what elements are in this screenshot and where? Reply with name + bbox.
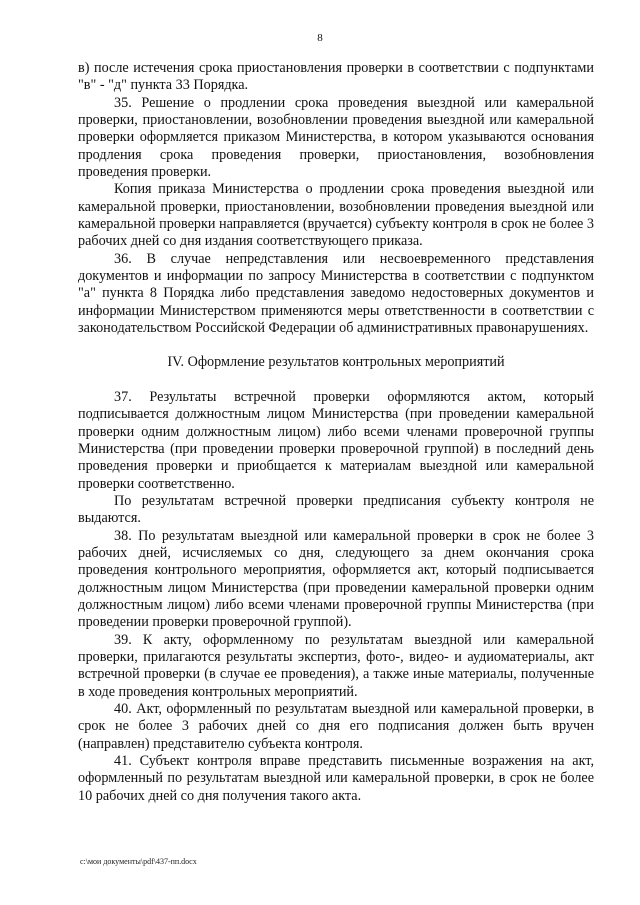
paragraph-39: 39. К акту, оформленному по результатам выездной или камеральной проверки, прилагаются результаты экспертиз, фото-, видео- и аудиоматериалы, акт встречной проверки (в случае ее проведения), а также иные материалы, полученные в ходе проведения контрольных мероприятий. bbox=[78, 631, 594, 700]
footer-file-path: c:\мои документы\pdf\437-пп.docx bbox=[80, 857, 197, 866]
paragraph-37: 37. Результаты встречной проверки оформляются актом, который подписывается должностным лицом Министерства (при проведении камеральной проверки одним должностным лицом) либо всеми членами проверочной группы Министерства (при проведении проверки проверочной группой) в последний день проведения проверки и приобщается к материалам выездной или камеральной проверки соответственно. bbox=[78, 388, 594, 492]
section-heading: IV. Оформление результатов контрольных мероприятий bbox=[167, 353, 505, 370]
paragraph-35-copy: Копия приказа Министерства о продлении срока проведения выездной или камеральной проверки, приостановлении, возобновлении проведения выездной или камеральной проверки направляется (вручается) субъекту контроля в срок не более 3 рабочих дней со дня издания соответствующего приказа. bbox=[78, 181, 594, 250]
paragraph-40: 40. Акт, оформленный по результатам выездной или камеральной проверки, в срок не более 3 рабочих дней со дня его подписания должен быть вручен (направлен) представителю субъекта контроля. bbox=[78, 701, 594, 752]
paragraph-38: 38. По результатам выездной или камеральной проверки в срок не более 3 рабочих дней, исчисляемых со дня, следующего за днем окончания срока проведения контрольного мероприятия, оформляется акт, который подписывается должностным лицом Министерства (при проведении камеральной проверки одним должностным лицом) либо всеми членами проверочной группы Министерства (при проведении проверки проверочной группой). bbox=[78, 527, 594, 631]
paragraph-item-v: в) после истечения срока приостановления проверки в соответствии с подпунктами "в" - "д" пункта 33 Порядка. bbox=[78, 60, 594, 94]
page-number: 8 bbox=[317, 32, 323, 44]
paragraph-35: 35. Решение о продлении срока проведения выездной или камеральной проверки, приостановлении, возобновлении проведения выездной или камеральной проверки оформляется приказом Министерства, в котором указываются основания продления срока проведения проверки, приостановления, возобновления проведения проверки. bbox=[78, 94, 594, 181]
document-body bbox=[78, 60, 594, 805]
paragraph-41: 41. Субъект контроля вправе представить письменные возражения на акт, оформленный по результатам выездной или камеральной проверки, в срок не более 10 рабочих дней со дня получения такого акта. bbox=[78, 753, 594, 804]
paragraph-37-note: По результатам встречной проверки предписания субъекту контроля не выдаются. bbox=[78, 492, 594, 527]
paragraph-36: 36. В случае непредставления или несвоевременного представления документов и информации по запросу Министерства в соответствии с подпунктом "а" пункта 8 Порядка либо представления заведомо недостоверных документов и информации Министерством применяются меры ответственности в соответствии с законодательством Российской Федерации об административных правонарушениях. bbox=[78, 250, 594, 337]
